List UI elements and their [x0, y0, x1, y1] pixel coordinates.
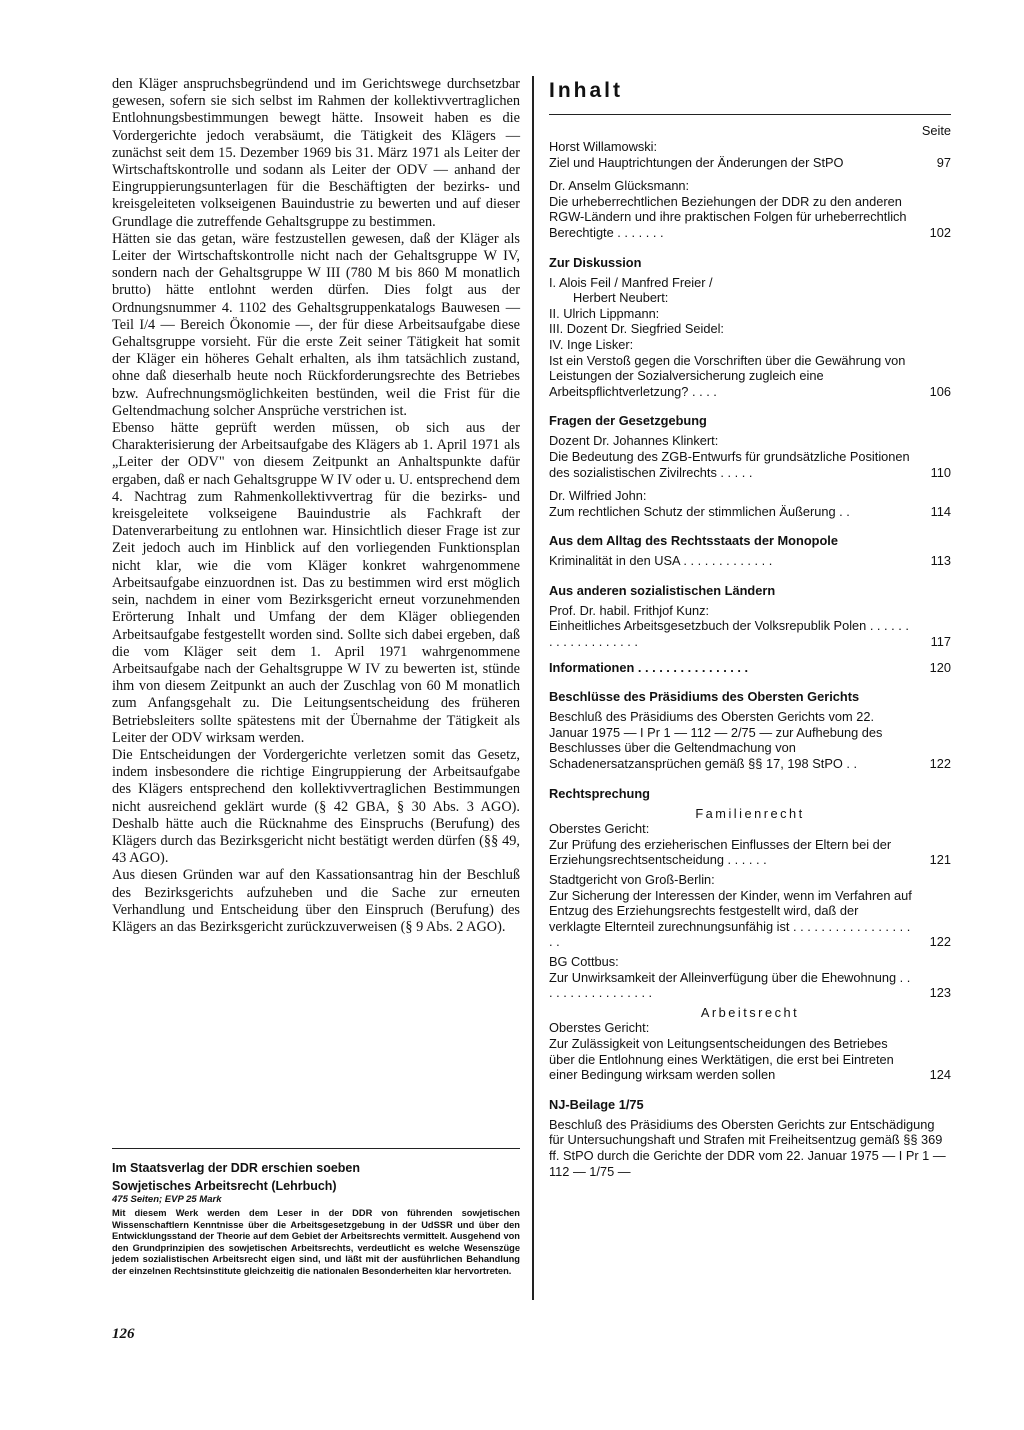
toc-entry-title: Zur Unwirksamkeit der Alleinverfügung über die Ehewohnung . . . . . . . . . . . . . . . . . [549, 969, 911, 1001]
toc-entry [549, 1020, 951, 1082]
toc-subsection-heading: Familienrecht [695, 805, 805, 821]
toc-entry-line [549, 660, 951, 676]
toc-entry-line [549, 837, 951, 868]
toc-entry-title: Die urheberrechtlichen Beziehungen der DDR zu den anderen RGW-Ländern und ihre praktischen Folgen für urheberrechtlich Berechtigte . . . . . . . [549, 193, 907, 240]
toc-author: Horst Willamowski: [549, 139, 658, 154]
toc-page-number: 122 [929, 756, 951, 772]
toc-section-heading: Aus anderen sozialistischen Ländern [549, 582, 776, 598]
toc-entry-line [549, 353, 951, 400]
column-divider [532, 76, 534, 1300]
toc-entry [549, 603, 951, 650]
toc-rule [549, 114, 951, 115]
toc-section-heading: Informationen . . . . . . . . . . . . . . . . [549, 659, 749, 675]
body-paragraph: den Kläger anspruchsbegründend und im Gerichtswege durchsetzbar gewesen, sofern sie sich selbst im Rahmen der kollektivvertraglichen Entlohnungsbestimmungen bewegt hätte. Insoweit haben es die Vordergerichte jedoch verabsäumt, die Tätigkeit des Klägers — zunächst seit dem 15. Dezember 1969 bis 31. März 1971 als Leiter der Wirtschaftskontrolle und sodann als Leiter der ODV — anhand der Eingruppierungsunterlagen für die Beschäftigten der bezirks- und kreisgeleiteten volkseigenen Bauindustrie zu bewerten und auf dieser Grundlage die zutreffende Gehaltsgruppe zu bestimmen. [112, 76, 520, 230]
toc-entry-title: Ziel und Hauptrichtungen der Änderungen der StPO [549, 154, 844, 170]
toc-entry-line [549, 553, 951, 569]
toc-author: Prof. Dr. habil. Frithjof Kunz: [549, 602, 710, 618]
toc-entry-line [549, 504, 951, 520]
advert-divider [112, 1148, 520, 1149]
toc-page-number: 122 [929, 934, 951, 950]
toc-section-heading: Fragen der Gesetzgebung [549, 413, 707, 429]
toc-entry-line [549, 888, 951, 950]
toc-entry [549, 433, 951, 480]
book-advert [112, 1160, 520, 1278]
toc-court: BG Cottbus: [549, 953, 619, 969]
toc-entry [549, 139, 951, 170]
advert-heading: Im Staatsverlag der DDR erschien soeben [112, 1161, 361, 1175]
toc-page-number: 113 [930, 553, 951, 569]
advert-meta: 475 Seiten; EVP 25 Mark [112, 1194, 222, 1205]
toc-author: I. Alois Feil / Manfred Freier / [549, 274, 713, 290]
toc-page-number: 102 [929, 224, 951, 240]
toc-court: Stadtgericht von Groß-Berlin: [549, 872, 715, 887]
toc-entry-line [549, 970, 951, 1001]
toc-entry-title: Kriminalität in den USA . . . . . . . . . . . . . [549, 553, 773, 569]
toc-entry-line [549, 194, 951, 241]
toc-page-number: 114 [930, 503, 951, 519]
toc-author: Herbert Neubert: [573, 290, 669, 306]
toc-author: IV. Inge Lisker: [549, 336, 634, 352]
page-column-label: Seite [921, 123, 951, 138]
toc-entry [549, 821, 951, 868]
toc-entry-line [549, 1036, 951, 1083]
table-of-contents [549, 78, 951, 1179]
toc-entry [549, 954, 951, 1001]
toc-entry [549, 178, 951, 240]
toc-entry-title: Beschluß des Präsidiums des Obersten Gerichts zur Entschädigung für Untersuchungshaft und Strafen mit Freiheitsentzug gemäß §§ 369 ff. StPO durch die Gerichte der DDR vom 22. Januar 1975 — I Pr 1 — 112 — 1/75 — [549, 1116, 946, 1179]
toc-entry-line [549, 709, 951, 771]
toc-entry-title: Die Bedeutung des ZGB-Entwurfs für grundsätzliche Positionen des sozialistischen Zivilrechts . . . . . [549, 448, 910, 480]
toc-entry-title: Zur Sicherung der Interessen der Kinder, wenn im Verfahren auf Entzug des Erziehungsrechts festgestellt wird, daß der verklagte Elternteil zurechnungsunfähig ist . . . . . . . . . . . . . . . . . . . [549, 887, 912, 950]
toc-title: Inhalt [549, 79, 623, 102]
toc-page-number: 120 [929, 659, 951, 675]
toc-page-number: 97 [936, 154, 951, 170]
toc-subsection-heading: Arbeitsrecht [700, 1004, 800, 1020]
toc-entry-line [549, 155, 951, 171]
toc-page-number: 123 [929, 985, 951, 1001]
toc-entry-line [549, 449, 951, 480]
toc-entry-title: Beschluß des Präsidiums des Obersten Gerichts vom 22. Januar 1975 — I Pr 1 — 112 — 2/75 — zur Aufhebung des Beschlusses über die Geltendmachung von Schadenersatzansprüchen gemäß §§ 17, 198 StPO . . [549, 709, 883, 772]
toc-section-heading: NJ-Beilage 1/75 [549, 1096, 644, 1112]
toc-entry-title: Einheitliches Arbeitsgesetzbuch der Volksrepublik Polen . . . . . . . . . . . . . . . . . . . [549, 618, 909, 650]
toc-author: III. Dozent Dr. Siegfried Seidel: [549, 321, 724, 337]
toc-author: Dr. Wilfried John: [549, 488, 647, 504]
toc-entry-title: Zur Zulässigkeit von Leitungsentscheidungen des Betriebes über die Entlohnung eines Werktätigen, die erst bei Eintreten einer Bedingung wirksam werden sollen [549, 1035, 894, 1083]
toc-court: Oberstes Gericht: [549, 1020, 650, 1036]
advert-description: Mit diesem Werk werden dem Leser in der DDR von führenden sowjetischen Wissenschaftlern Kenntnisse über die Arbeitsgesetzgebung in der UdSSR und über den Entwicklungsstand der Theorie auf dem Gebiet der Arbeitsrechts vermittelt. Ausgehend von den Grundprinzipien des sowjetischen Arbeitsrechts, verdeutlicht es welche Wesenszüge jedem sozialistischen Arbeitsrecht eigen sind, und läßt mit der ausführlichen Behandlung der einzelnen Rechtsinstitute gleichzeitig die nationalen Besonderheiten klar hervortreten. [112, 1208, 520, 1276]
toc-section-heading: Rechtsprechung [549, 785, 650, 801]
body-paragraph: Die Entscheidungen der Vordergerichte verletzen somit das Gesetz, indem insbesondere die richtige Eingruppierung der Arbeitsaufgabe des Klägers entsprechend den kollektivvertraglichen Bestimmungen nicht ausreichend geklärt wurde (§ 42 GBA, § 30 Abs. 3 AGO). Deshalb hätte auch die Rücknahme des Einspruchs (Berufung) des Klägers durch das Bezirksgericht nicht bestätigt werden dürfen (§§ 49, 43 AGO). [112, 746, 520, 867]
toc-entry-line [549, 618, 951, 649]
toc-court: Oberstes Gericht: [549, 821, 650, 837]
advert-book-title: Sowjetisches Arbeitsrecht (Lehrbuch) [112, 1179, 337, 1193]
body-paragraph: Ebenso hätte geprüft werden müssen, ob sich aus der Charakterisierung der Arbeitsaufgabe des Klägers ab 1. April 1971 als „Leiter der ODV" von diesem Zeitpunkt an Anhaltspunkte dafür ergaben, daß er nach Gehaltsgruppe W IV oder u. U. entsprechend dem 4. Nachtrag zum Rahmenkollektivvertrag für die bezirks- und kreisgeleitete volkseigene Bauindustrie als Fachkraft der Datenverarbeitung zu entlohnen war. Hinsichtlich dieser Frage ist zur Zeit jedoch auch im Hinblick auf den vorliegenden Funktionsplan nicht klar, wie die vom Kläger konkret wahrgenommene Arbeitsaufgabe einzuordnen ist. Das zu bestimmen wird erst möglich sein, nachdem in einer vom Bezirksgericht erneut vorzunehmenden Erörterung Inhalt und Umfang der dem Kläger obliegenden Arbeitsaufgabe festgestellt worden sind. Sollte sich dabei ergeben, daß die vom Kläger seit dem 1. April 1971 wahrgenommene Arbeitsaufgabe nach der Gehaltsgruppe W IV zu bewerten ist, stünde ihm von diesem Zeitpunkt an auch der Zuschlag von 60 M monatlich zum Anfangsgehalt zu. Die Leitungsentscheidung des früheren Betriebsleiters sollte spätestens mit der Übernahme der Tätigkeit als Leiter der ODV wirksam werden. [112, 420, 520, 746]
page-number: 126 [112, 1326, 135, 1342]
body-paragraph: Aus diesen Gründen war auf den Kassationsantrag hin der Beschluß des Bezirksgerichts aufzuheben und die Sache zur erneuten Verhandlung und Entscheidung über den Einspruch (Berufung) des Klägers an das Bezirksgericht zurückzuverweisen (§ 9 Abs. 2 AGO). [112, 867, 520, 935]
toc-page-number: 117 [930, 634, 951, 650]
toc-section-heading: Aus dem Alltag des Rechtsstaats der Monopole [549, 533, 838, 549]
toc-entry-title: Ist ein Verstoß gegen die Vorschriften über die Gewährung von Leistungen der Sozialversicherung zugleich eine Arbeitspflichtverletzung? . . . . [549, 352, 906, 399]
toc-entry [549, 872, 951, 950]
toc-author: Dr. Anselm Glücksmann: [549, 178, 690, 194]
toc-entry [549, 275, 951, 400]
toc-author: Dozent Dr. Johannes Klinkert: [549, 433, 719, 449]
body-paragraph: Hätten sie das getan, wäre festzustellen gewesen, daß der Kläger als Leiter der Wirtschaftskontrolle nicht nach der Gehaltsgruppe W IV, sondern nach der Gehaltsgruppe W III (780 M bis 860 M monatlich brutto) hätte entlohnt werden dürfen. Dies folgt aus der Ordnungsnummer 4. 1102 des Gehaltsgruppenkatalogs Bauwesen — Teil I/4 — Bereich Ökonomie —, der für diese Arbeitsaufgabe diese Gehaltsgruppe vorsieht. Für die erste Zeit seiner Tätigkeit hat somit der Kläger ein höheres Gehalt erhalten, als ihm tatsächlich zustand, ohne daß dieserhalb heute noch Rückforderungsrechte des Betriebes bzw. Aufrechnungsmöglichkeiten bestünden, weil die Frist für die Geltendmachung solcher Ansprüche verstrichen ist. [112, 230, 520, 419]
toc-author: II. Ulrich Lippmann: [549, 305, 660, 321]
toc-page-number: 124 [929, 1067, 951, 1083]
toc-section-heading: Zur Diskussion [549, 254, 642, 270]
toc-entry-title: Zur Prüfung des erzieherischen Einflusses der Eltern bei der Erziehungsrechtsentscheidung . . . . . . [549, 836, 892, 868]
toc-page-number: 121 [929, 852, 951, 868]
toc-entry-title: Zum rechtlichen Schutz der stimmlichen Äußerung . . [549, 503, 850, 519]
toc-entry [549, 488, 951, 519]
body-text-column [112, 76, 520, 936]
toc-section-heading: Beschlüsse des Präsidiums des Obersten Gerichts [549, 689, 860, 705]
toc-page-number: 106 [929, 383, 951, 399]
toc-page-number: 110 [930, 464, 951, 480]
